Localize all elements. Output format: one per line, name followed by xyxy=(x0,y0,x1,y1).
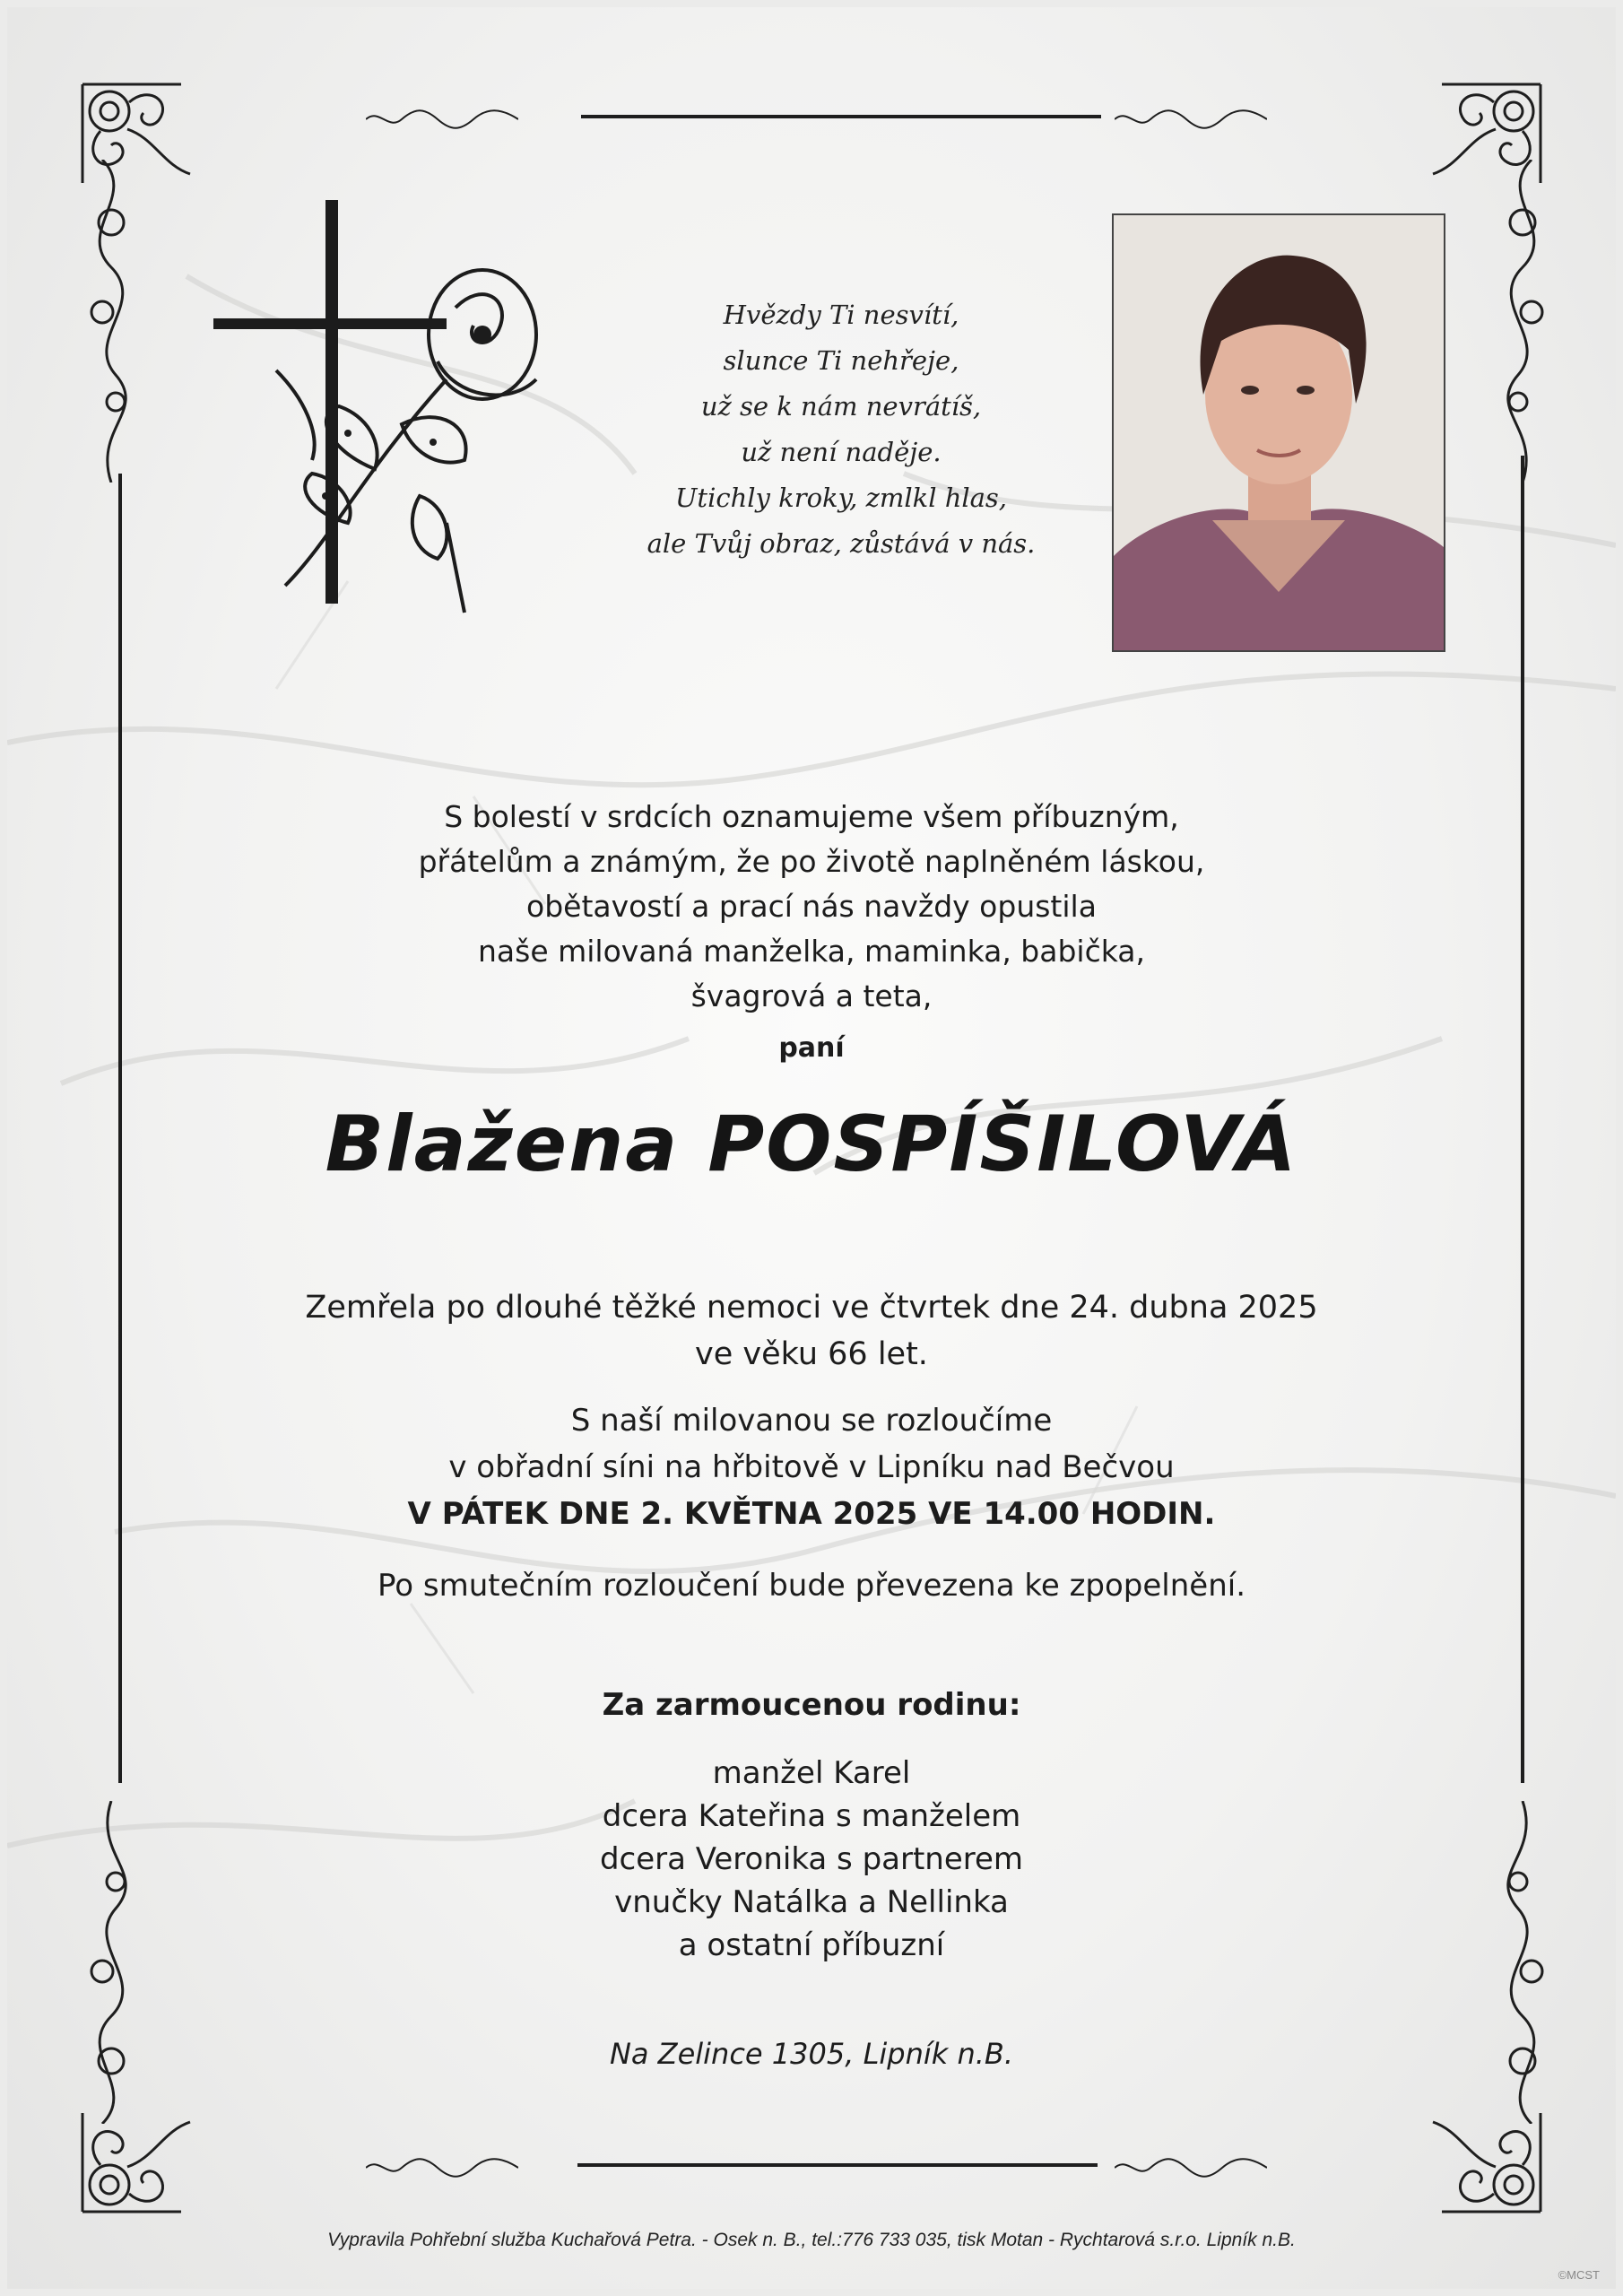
family-heading: Za zarmoucenou rodinu: xyxy=(602,1687,1021,1723)
frame-rule-bottom xyxy=(577,2163,1098,2167)
intro-line: naše milovaná manželka, maminka, babička, xyxy=(478,934,1145,969)
poem-line: Utichly kroky, zmlkl hlas, xyxy=(674,483,1008,513)
family-member: vnučky Natálka a Nellinka xyxy=(614,1884,1009,1920)
ornament-swirl-top-left xyxy=(366,108,518,131)
cremation-note: Po smutečním rozloučení bude převezena ke zpopelnění. xyxy=(377,1568,1246,1604)
intro-line: S bolestí v srdcích oznamujeme všem příbuzným, xyxy=(444,799,1179,834)
ornament-swirl-bottom-left xyxy=(366,2156,518,2179)
frame-rule-left xyxy=(118,474,122,1783)
salutation: paní xyxy=(778,1032,845,1064)
obituary-sheet xyxy=(7,7,1616,2289)
ornament-swirl-top-right xyxy=(1115,108,1267,131)
announcement-intro xyxy=(187,795,1436,1019)
intro-line: přátelům a známým, že po životě naplněném láskou, xyxy=(418,844,1205,879)
farewell-datetime: V PÁTEK DNE 2. KVĚTNA 2025 VE 14.00 HODIN. xyxy=(407,1496,1216,1532)
poem-line: už se k nám nevrátíš, xyxy=(700,391,982,422)
frame-rule-top xyxy=(581,115,1101,118)
ornament-swirl-bottom-right xyxy=(1115,2156,1267,2179)
farewell-line: S naší milovanou se rozloučíme xyxy=(570,1403,1053,1439)
death-notice xyxy=(187,1284,1436,1378)
death-line: Zemřela po dlouhé těžké nemoci ve čtvrtek dne 24. dubna 2025 xyxy=(305,1290,1318,1326)
poem-line: ale Tvůj obraz, zůstává v nás. xyxy=(647,528,1036,559)
family-member: manžel Karel xyxy=(712,1755,911,1791)
memorial-poem xyxy=(599,292,1083,567)
family-member: a ostatní příbuzní xyxy=(678,1927,945,1963)
farewell-location: v obřadní síni na hřbitově v Lipníku nad Bečvou xyxy=(448,1449,1175,1485)
ornament-vine-right-top xyxy=(1478,160,1558,483)
family-members xyxy=(187,1752,1436,1967)
family-member: dcera Kateřina s manželem xyxy=(602,1798,1021,1834)
family-address: Na Zelince 1305, Lipník n.B. xyxy=(609,2037,1014,2071)
ornament-vine-left-top xyxy=(75,160,156,483)
printer-watermark: ©MCST xyxy=(1558,2268,1600,2282)
frame-rule-right xyxy=(1521,456,1524,1783)
death-age-line: ve věku 66 let. xyxy=(695,1336,928,1372)
farewell-notice xyxy=(187,1397,1436,1537)
ornament-vine-left-bottom xyxy=(75,1801,156,2124)
poem-line: Hvězdy Ti nesvítí, xyxy=(723,300,959,330)
deceased-name: Blažena POSPÍŠILOVÁ xyxy=(325,1100,1298,1189)
ornament-vine-right-bottom xyxy=(1478,1801,1558,2124)
funeral-service-credit: Vypravila Pohřební služba Kuchařová Petra. - Osek n. B., tel.:776 733 035, tisk Motan - Rychtarová s.r.o. Lipník n.B. xyxy=(327,2230,1296,2250)
poem-line: už není naděje. xyxy=(741,437,942,467)
family-member: dcera Veronika s partnerem xyxy=(599,1841,1024,1877)
intro-line: obětavostí a prací nás navždy opustila xyxy=(526,889,1097,924)
portrait-photo xyxy=(1114,215,1444,650)
poem-line: slunce Ti nehřeje, xyxy=(723,345,959,376)
intro-line: švagrová a teta, xyxy=(690,978,933,1013)
deceased-portrait xyxy=(1112,213,1445,652)
cross-with-rose-icon xyxy=(213,200,635,631)
